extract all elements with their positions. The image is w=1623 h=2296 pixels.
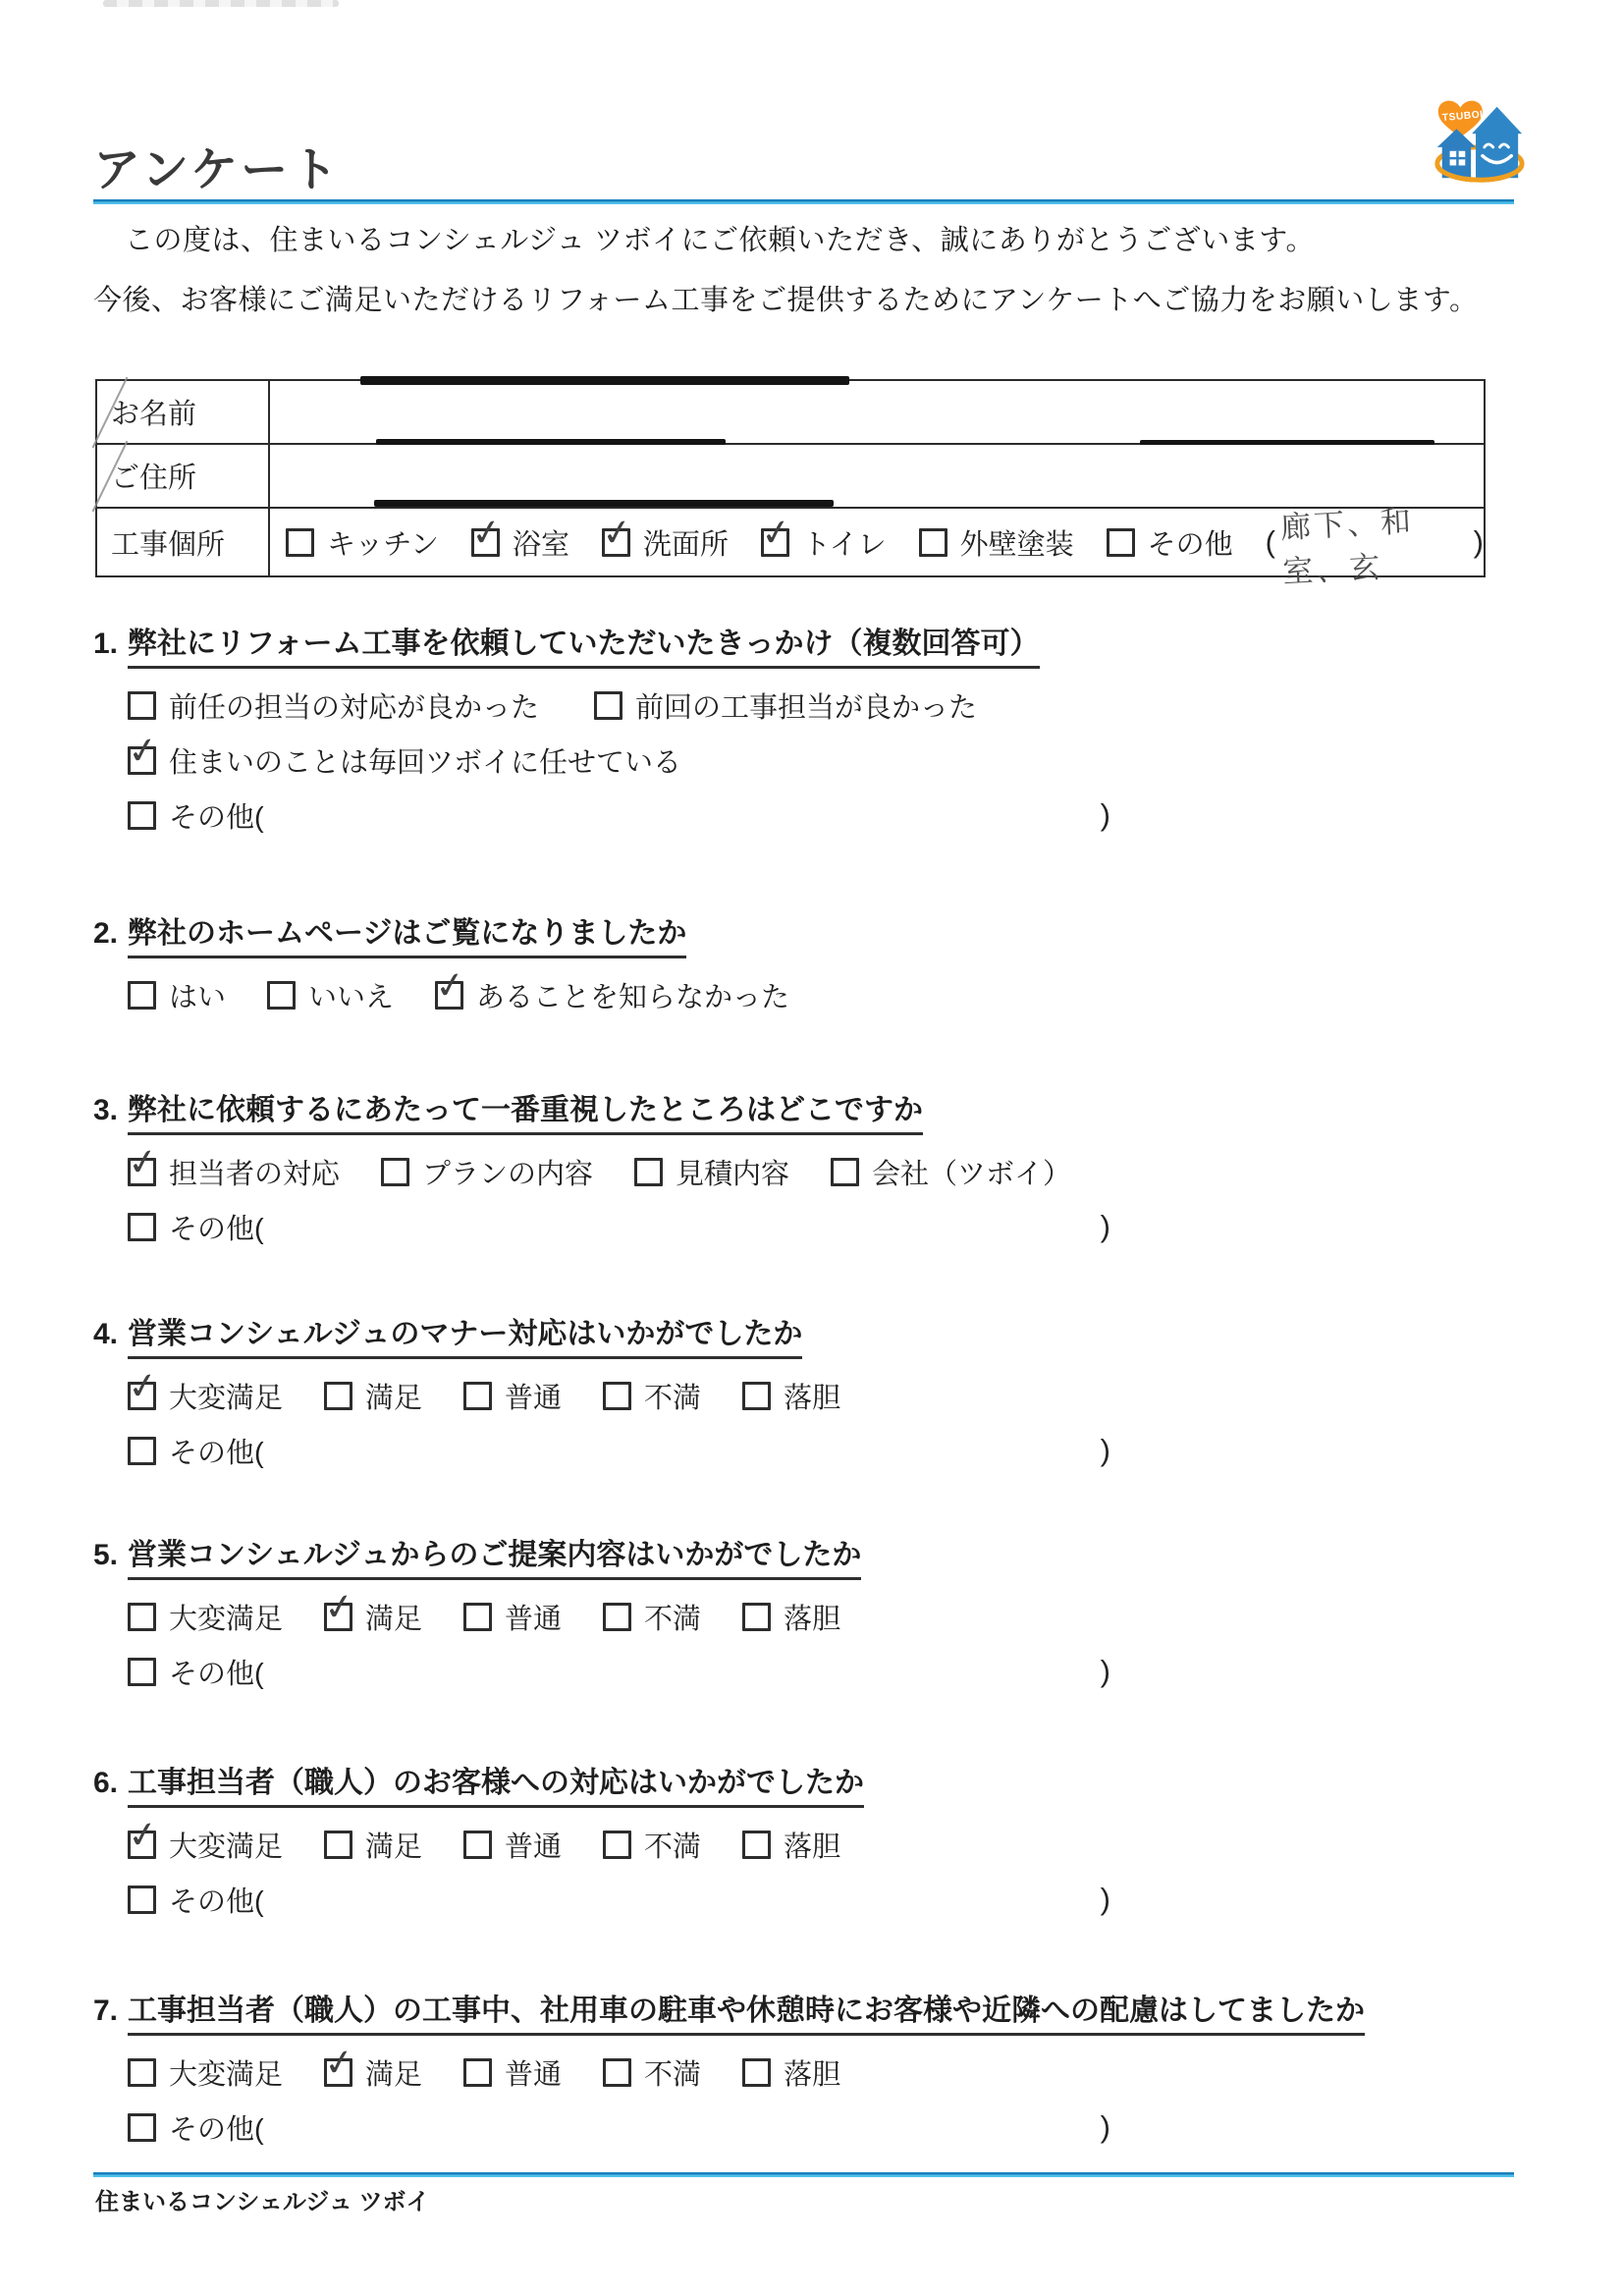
option-row-other: その他( ): [128, 2110, 1537, 2144]
checkbox[interactable]: [463, 1603, 492, 1631]
option[interactable]: ✓ 満足: [321, 2040, 423, 2091]
option[interactable]: 普通: [463, 2052, 562, 2093]
check-mark: ✓: [432, 962, 468, 1008]
option[interactable]: 普通: [463, 1597, 562, 1637]
checkbox[interactable]: [742, 2058, 771, 2087]
checkbox[interactable]: [125, 728, 161, 775]
intro-line-2: 今後、お客様にご満足いただけるリフォーム工事をご提供するためにアンケートへご協力をお願いします。: [93, 285, 1479, 316]
checkbox[interactable]: [128, 691, 156, 720]
question-title: 5. 営業コンシェルジュからのご提案内容はいかがでしたか: [93, 1530, 1537, 1573]
check-mark: ✓: [321, 1584, 357, 1629]
option[interactable]: ✓ 担当者の対応: [125, 1139, 341, 1190]
checkbox[interactable]: [128, 1603, 156, 1631]
checkbox[interactable]: [128, 2113, 156, 2142]
redaction-bar: [360, 376, 849, 385]
question-7: [93, 1986, 1537, 2165]
option[interactable]: その他: [1107, 522, 1233, 563]
option[interactable]: 大変満足: [128, 1597, 283, 1637]
check-mark: ✓: [125, 728, 161, 773]
option-other[interactable]: その他(: [128, 795, 264, 836]
field-label-name: お名前: [97, 381, 270, 443]
option[interactable]: ✓ 満足: [321, 1584, 423, 1635]
checkbox[interactable]: [128, 1658, 156, 1686]
option-row: [128, 2040, 1537, 2091]
option-row: [125, 728, 1537, 779]
checkbox[interactable]: [742, 1831, 771, 1859]
option-row: [128, 962, 1537, 1013]
option-row-other: その他( ): [128, 1655, 1537, 1688]
option-row: [125, 1139, 1537, 1190]
option[interactable]: 外壁塗装: [919, 522, 1074, 563]
checkbox[interactable]: [831, 1158, 859, 1186]
footer-company-name: 住まいるコンシェルジュ ツボイ: [95, 2189, 430, 2215]
question-6: [93, 1758, 1537, 1938]
option[interactable]: 普通: [463, 1376, 562, 1416]
checkbox[interactable]: [321, 1584, 357, 1631]
option[interactable]: プランの内容: [381, 1152, 593, 1192]
option-row: [125, 1812, 1537, 1863]
checkbox[interactable]: [125, 1363, 161, 1410]
checkbox[interactable]: [603, 2058, 631, 2087]
option[interactable]: ✓ トイレ: [758, 510, 887, 561]
option[interactable]: 前回の工事担当が良かった: [594, 685, 977, 726]
checkbox[interactable]: [594, 691, 622, 720]
option[interactable]: 不満: [603, 1825, 701, 1865]
option-row: [125, 1363, 1537, 1414]
option[interactable]: キッチン: [286, 522, 439, 563]
redaction-bar: [1140, 440, 1434, 445]
option-other[interactable]: その他(: [128, 1207, 264, 1247]
checkbox[interactable]: [758, 510, 794, 557]
option[interactable]: 落胆: [742, 1825, 840, 1865]
checkbox[interactable]: [634, 1158, 663, 1186]
question-1: [93, 619, 1537, 853]
small-house-roof: [1437, 129, 1476, 147]
option-row-other: その他( ): [128, 798, 1537, 832]
work-other-value: ( 廊下、和室、玄 ): [1266, 498, 1484, 586]
question-title: 4. 営業コンシェルジュのマナー対応はいかがでしたか: [93, 1309, 1537, 1352]
checkbox[interactable]: [128, 1213, 156, 1241]
checkbox[interactable]: [324, 1382, 352, 1410]
checkbox[interactable]: [919, 528, 947, 557]
header-divider: [93, 199, 1514, 204]
option[interactable]: 会社（ツボイ）: [831, 1152, 1071, 1192]
field-label-work-location: 工事個所: [97, 509, 270, 575]
question-title: 1. 弊社にリフォーム工事を依頼していただいたきっかけ（複数回答可）: [93, 619, 1537, 662]
option-other[interactable]: その他(: [128, 1431, 264, 1471]
option[interactable]: 見積内容: [634, 1152, 789, 1192]
check-mark: ✓: [125, 1363, 161, 1408]
option[interactable]: ✓ 大変満足: [125, 1812, 284, 1863]
checkbox[interactable]: [432, 962, 468, 1010]
checkbox[interactable]: [125, 1812, 161, 1859]
question-3: [93, 1085, 1537, 1265]
checkbox[interactable]: [267, 981, 296, 1010]
checkbox[interactable]: [128, 1886, 156, 1914]
question-2: [93, 908, 1537, 1033]
option[interactable]: いいえ: [267, 975, 394, 1015]
option[interactable]: ✓ 浴室: [468, 510, 569, 561]
checkbox[interactable]: [286, 528, 314, 557]
checkbox[interactable]: [324, 1831, 352, 1859]
option[interactable]: 前任の担当の対応が良かった: [128, 685, 539, 726]
option[interactable]: ✓ あることを知らなかった: [432, 962, 790, 1013]
checkbox[interactable]: [463, 1382, 492, 1410]
scan-artifact: [103, 0, 339, 7]
checkbox[interactable]: [742, 1382, 771, 1410]
work-location-options: [270, 503, 1484, 589]
question-title: 6. 工事担当者（職人）のお客様への対応はいかがでしたか: [93, 1758, 1537, 1801]
checkbox[interactable]: [603, 1831, 631, 1859]
option[interactable]: 満足: [324, 1825, 422, 1865]
checkbox[interactable]: [742, 1603, 771, 1631]
option[interactable]: はい: [128, 975, 226, 1015]
checkbox[interactable]: [321, 2040, 357, 2087]
checkbox[interactable]: [603, 1603, 631, 1631]
option-row: [128, 1584, 1537, 1635]
handwritten-text: 廊下、和室、玄: [1279, 503, 1415, 589]
check-mark: ✓: [599, 510, 635, 555]
option-other[interactable]: その他(: [128, 2107, 264, 2148]
option[interactable]: 落胆: [742, 2052, 840, 2093]
checkbox[interactable]: [125, 1139, 161, 1186]
checkbox[interactable]: [463, 1831, 492, 1859]
tsuboi-logo: [1430, 92, 1526, 189]
option-row-other: その他( ): [128, 1434, 1537, 1467]
footer-divider: [93, 2172, 1514, 2177]
option[interactable]: 普通: [463, 1825, 562, 1865]
checkbox[interactable]: [463, 2058, 492, 2087]
check-mark: ✓: [125, 1139, 161, 1184]
checkbox[interactable]: [468, 510, 505, 557]
page-title: アンケート: [93, 144, 342, 196]
option-other[interactable]: その他(: [128, 1652, 264, 1692]
logo-text: TSUBOI: [1441, 109, 1485, 125]
question-4: [93, 1309, 1537, 1489]
checkbox[interactable]: [128, 981, 156, 1010]
checkbox[interactable]: [128, 1437, 156, 1465]
name-field[interactable]: [270, 381, 1484, 443]
check-mark: ✓: [125, 1812, 161, 1857]
redaction-bar: [374, 500, 834, 507]
option-row: [128, 688, 1537, 722]
checkbox[interactable]: [599, 510, 635, 557]
question-title: 2. 弊社のホームページはご覧になりましたか: [93, 908, 1537, 952]
checkbox[interactable]: [128, 801, 156, 830]
tsuboi-logo-graphic: [1430, 92, 1526, 189]
option[interactable]: 不満: [603, 2052, 701, 2093]
checkbox[interactable]: [128, 2058, 156, 2087]
option[interactable]: 満足: [324, 1376, 422, 1416]
option[interactable]: ✓ 大変満足: [125, 1363, 284, 1414]
customer-info-table: [95, 379, 1486, 589]
option[interactable]: ✓ 洗面所: [599, 510, 730, 561]
field-label-address: ご住所: [97, 445, 270, 507]
option-row-other: その他( ): [128, 1210, 1537, 1243]
option[interactable]: 落胆: [742, 1597, 840, 1637]
check-mark: ✓: [468, 510, 505, 555]
table-row-name: [97, 381, 1484, 445]
question-5: [93, 1530, 1537, 1710]
table-row-work-location: [97, 503, 1484, 589]
question-title: 7. 工事担当者（職人）の工事中、社用車の駐車や休憩時にお客様や近隣への配慮はしてましたか: [93, 1986, 1537, 2029]
option[interactable]: 落胆: [742, 1376, 840, 1416]
option[interactable]: 不満: [603, 1376, 701, 1416]
option[interactable]: ✓ 住まいのことは毎回ツボイに任せている: [125, 728, 682, 779]
option[interactable]: 不満: [603, 1597, 701, 1637]
option-other[interactable]: その他(: [128, 1880, 264, 1920]
check-mark: ✓: [321, 2040, 357, 2085]
intro-line-1: この度は、住まいるコンシェルジュ ツボイにご依頼いただき、誠にありがとうございます。: [125, 225, 1315, 256]
check-mark: ✓: [758, 510, 794, 555]
option[interactable]: 大変満足: [128, 2052, 283, 2093]
checkbox[interactable]: [381, 1158, 409, 1186]
checkbox[interactable]: [603, 1382, 631, 1410]
checkbox[interactable]: [1107, 528, 1135, 557]
option-row-other: その他( ): [128, 1883, 1537, 1916]
question-title: 3. 弊社に依頼するにあたって一番重視したところはどこですか: [93, 1085, 1537, 1128]
redaction-bar: [376, 439, 726, 445]
